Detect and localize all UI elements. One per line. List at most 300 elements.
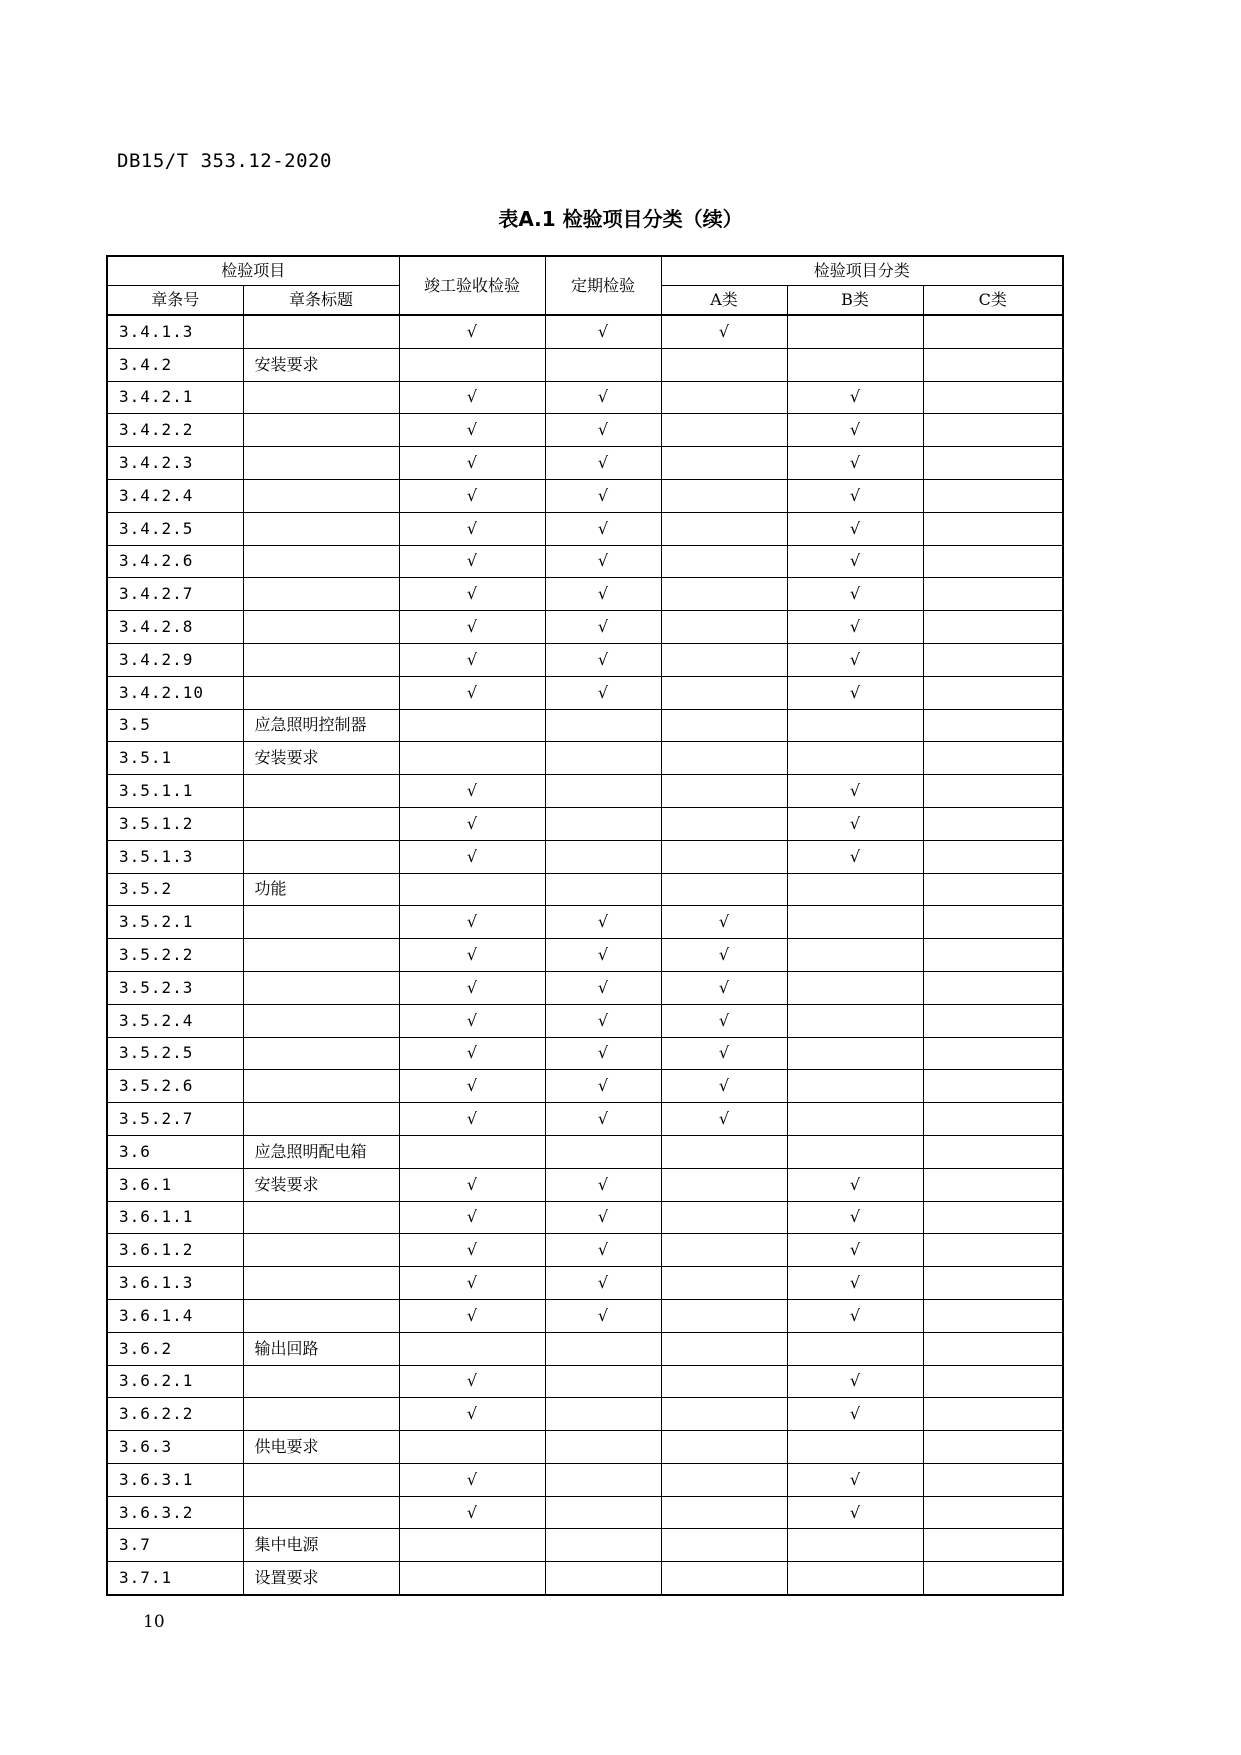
clause-number: 3.6.1.4 <box>107 1299 243 1332</box>
check-mark-icon: √ <box>597 1305 609 1325</box>
clause-title <box>243 578 399 611</box>
clause-title: 安装要求 <box>243 1168 399 1201</box>
class-b-check <box>787 1103 923 1136</box>
class-c-check <box>923 545 1063 578</box>
class-b-check <box>787 315 923 348</box>
clause-number: 3.5.2.7 <box>107 1103 243 1136</box>
table-row <box>107 742 1063 775</box>
table-row <box>107 971 1063 1004</box>
completion-check <box>399 1365 545 1398</box>
check-mark-icon: √ <box>597 518 609 538</box>
check-mark-icon: √ <box>597 420 609 440</box>
clause-number: 3.4.2.2 <box>107 414 243 447</box>
clause-title <box>243 840 399 873</box>
check-mark-icon: √ <box>466 1502 478 1522</box>
check-mark-icon: √ <box>849 682 861 702</box>
class-b-check <box>787 1037 923 1070</box>
table-row <box>107 1168 1063 1201</box>
class-b-check <box>787 1562 923 1595</box>
class-a-check <box>661 1496 787 1529</box>
class-c-check <box>923 1135 1063 1168</box>
class-a-check <box>661 1201 787 1234</box>
class-b-check <box>787 1168 923 1201</box>
periodic-check <box>545 1070 661 1103</box>
class-a-check <box>661 1070 787 1103</box>
class-b-check <box>787 1299 923 1332</box>
periodic-check <box>545 611 661 644</box>
clause-title: 设置要求 <box>243 1562 399 1595</box>
check-mark-icon: √ <box>849 1240 861 1260</box>
check-mark-icon: √ <box>466 617 478 637</box>
class-a-check <box>661 414 787 447</box>
check-mark-icon: √ <box>597 485 609 505</box>
class-a-check <box>661 479 787 512</box>
clause-number: 3.6.2.1 <box>107 1365 243 1398</box>
class-a-check <box>661 873 787 906</box>
check-mark-icon: √ <box>849 420 861 440</box>
check-mark-icon: √ <box>849 387 861 407</box>
check-mark-icon: √ <box>466 977 478 997</box>
class-a-check <box>661 1135 787 1168</box>
class-c-check <box>923 873 1063 906</box>
completion-check <box>399 381 545 414</box>
class-c-check <box>923 643 1063 676</box>
check-mark-icon: √ <box>849 485 861 505</box>
clause-title <box>243 1103 399 1136</box>
completion-check <box>399 1004 545 1037</box>
check-mark-icon: √ <box>466 1469 478 1489</box>
clause-number: 3.4.2.6 <box>107 545 243 578</box>
class-c-check <box>923 939 1063 972</box>
clause-number: 3.5.2.6 <box>107 1070 243 1103</box>
class-c-check <box>923 676 1063 709</box>
clause-number: 3.6.3.2 <box>107 1496 243 1529</box>
clause-title <box>243 1267 399 1300</box>
class-c-check <box>923 1463 1063 1496</box>
class-c-check <box>923 1234 1063 1267</box>
check-mark-icon: √ <box>466 1076 478 1096</box>
clause-number: 3.4.2.3 <box>107 447 243 480</box>
completion-check <box>399 414 545 447</box>
table-row <box>107 512 1063 545</box>
class-a-check <box>661 742 787 775</box>
table-row <box>107 807 1063 840</box>
table-row <box>107 315 1063 348</box>
class-b-check <box>787 1267 923 1300</box>
completion-check <box>399 315 545 348</box>
check-mark-icon: √ <box>466 453 478 473</box>
class-b-check <box>787 1201 923 1234</box>
clause-title: 供电要求 <box>243 1431 399 1464</box>
check-mark-icon: √ <box>466 387 478 407</box>
class-c-check <box>923 1496 1063 1529</box>
check-mark-icon: √ <box>597 387 609 407</box>
completion-check <box>399 1463 545 1496</box>
clause-number: 3.5.2 <box>107 873 243 906</box>
clause-title: 功能 <box>243 873 399 906</box>
periodic-check <box>545 1135 661 1168</box>
class-a-check <box>661 381 787 414</box>
clause-title <box>243 611 399 644</box>
check-mark-icon: √ <box>597 1207 609 1227</box>
clause-number: 3.5.2.2 <box>107 939 243 972</box>
clause-number: 3.7 <box>107 1529 243 1562</box>
class-c-check <box>923 479 1063 512</box>
check-mark-icon: √ <box>849 846 861 866</box>
periodic-check <box>545 840 661 873</box>
table-row <box>107 1398 1063 1431</box>
table-row <box>107 611 1063 644</box>
class-c-check <box>923 1431 1063 1464</box>
clause-title: 安装要求 <box>243 348 399 381</box>
class-b-check <box>787 1365 923 1398</box>
inspection-classification-table <box>106 255 1064 1596</box>
table-row <box>107 1463 1063 1496</box>
periodic-check <box>545 1201 661 1234</box>
clause-number: 3.6.2 <box>107 1332 243 1365</box>
header-class-b: B类 <box>787 286 923 316</box>
check-mark-icon: √ <box>849 1371 861 1391</box>
class-b-check <box>787 1529 923 1562</box>
completion-check <box>399 873 545 906</box>
header-class-a: A类 <box>661 286 787 316</box>
check-mark-icon: √ <box>597 1010 609 1030</box>
class-b-check <box>787 348 923 381</box>
periodic-check <box>545 479 661 512</box>
check-mark-icon: √ <box>466 1240 478 1260</box>
check-mark-icon: √ <box>466 1010 478 1030</box>
clause-number: 3.5.2.3 <box>107 971 243 1004</box>
clause-number: 3.5.1.3 <box>107 840 243 873</box>
completion-check <box>399 971 545 1004</box>
class-b-check <box>787 643 923 676</box>
class-b-check <box>787 611 923 644</box>
clause-title <box>243 1070 399 1103</box>
class-a-check <box>661 447 787 480</box>
class-b-check <box>787 807 923 840</box>
header-row-1 <box>107 256 1063 286</box>
class-a-check <box>661 578 787 611</box>
check-mark-icon: √ <box>849 1469 861 1489</box>
clause-title <box>243 1004 399 1037</box>
class-c-check <box>923 1398 1063 1431</box>
periodic-check <box>545 1398 661 1431</box>
check-mark-icon: √ <box>849 1502 861 1522</box>
clause-title <box>243 479 399 512</box>
class-c-check <box>923 578 1063 611</box>
check-mark-icon: √ <box>597 584 609 604</box>
table-row <box>107 381 1063 414</box>
completion-check <box>399 1562 545 1595</box>
check-mark-icon: √ <box>466 584 478 604</box>
class-a-check <box>661 1332 787 1365</box>
class-b-check <box>787 1234 923 1267</box>
clause-title: 应急照明配电箱 <box>243 1135 399 1168</box>
document-code: DB15/T 353.12-2020 <box>117 150 332 172</box>
header-completion-inspection: 竣工验收检验 <box>399 256 545 315</box>
clause-number: 3.6.1.1 <box>107 1201 243 1234</box>
clause-number: 3.4.2 <box>107 348 243 381</box>
table-row <box>107 939 1063 972</box>
completion-check <box>399 611 545 644</box>
table-row <box>107 1562 1063 1595</box>
check-mark-icon: √ <box>849 781 861 801</box>
clause-title <box>243 315 399 348</box>
check-mark-icon: √ <box>849 649 861 669</box>
completion-check <box>399 1299 545 1332</box>
class-a-check <box>661 971 787 1004</box>
table-row <box>107 1135 1063 1168</box>
clause-title <box>243 414 399 447</box>
clause-number: 3.5.1 <box>107 742 243 775</box>
class-a-check <box>661 1562 787 1595</box>
class-b-check <box>787 873 923 906</box>
clause-title <box>243 1201 399 1234</box>
class-a-check <box>661 611 787 644</box>
completion-check <box>399 1398 545 1431</box>
completion-check <box>399 348 545 381</box>
class-c-check <box>923 840 1063 873</box>
check-mark-icon: √ <box>597 321 609 341</box>
clause-number: 3.4.2.8 <box>107 611 243 644</box>
completion-check <box>399 643 545 676</box>
periodic-check <box>545 1103 661 1136</box>
clause-title <box>243 775 399 808</box>
class-b-check <box>787 578 923 611</box>
completion-check <box>399 1332 545 1365</box>
completion-check <box>399 807 545 840</box>
clause-title <box>243 1234 399 1267</box>
class-c-check <box>923 906 1063 939</box>
class-c-check <box>923 1365 1063 1398</box>
check-mark-icon: √ <box>597 1076 609 1096</box>
table-row <box>107 1070 1063 1103</box>
periodic-check <box>545 873 661 906</box>
table-body <box>107 315 1063 1595</box>
clause-title: 安装要求 <box>243 742 399 775</box>
table-row <box>107 1037 1063 1070</box>
class-b-check <box>787 971 923 1004</box>
completion-check <box>399 676 545 709</box>
check-mark-icon: √ <box>849 1305 861 1325</box>
clause-number: 3.4.2.9 <box>107 643 243 676</box>
periodic-check <box>545 643 661 676</box>
clause-number: 3.6.3 <box>107 1431 243 1464</box>
class-c-check <box>923 1201 1063 1234</box>
check-mark-icon: √ <box>849 617 861 637</box>
clause-title <box>243 1398 399 1431</box>
clause-number: 3.4.2.7 <box>107 578 243 611</box>
periodic-check <box>545 1365 661 1398</box>
clause-number: 3.4.2.4 <box>107 479 243 512</box>
table-row <box>107 414 1063 447</box>
check-mark-icon: √ <box>718 1076 730 1096</box>
check-mark-icon: √ <box>597 1273 609 1292</box>
class-a-check <box>661 545 787 578</box>
check-mark-icon: √ <box>466 912 478 932</box>
completion-check <box>399 1267 545 1300</box>
clause-number: 3.5.2.4 <box>107 1004 243 1037</box>
check-mark-icon: √ <box>718 1043 730 1063</box>
check-mark-icon: √ <box>466 485 478 505</box>
check-mark-icon: √ <box>466 945 478 965</box>
completion-check <box>399 578 545 611</box>
completion-check <box>399 1070 545 1103</box>
check-mark-icon: √ <box>849 1273 861 1292</box>
class-c-check <box>923 1004 1063 1037</box>
table-row <box>107 1365 1063 1398</box>
check-mark-icon: √ <box>466 1109 478 1129</box>
table-row <box>107 643 1063 676</box>
periodic-check <box>545 512 661 545</box>
class-b-check <box>787 709 923 742</box>
table-row <box>107 676 1063 709</box>
check-mark-icon: √ <box>466 1371 478 1391</box>
class-a-check <box>661 1365 787 1398</box>
completion-check <box>399 1496 545 1529</box>
completion-check <box>399 447 545 480</box>
class-a-check <box>661 1529 787 1562</box>
table-row <box>107 1004 1063 1037</box>
class-a-check <box>661 807 787 840</box>
class-a-check <box>661 709 787 742</box>
class-a-check <box>661 1267 787 1300</box>
class-c-check <box>923 742 1063 775</box>
check-mark-icon: √ <box>597 1109 609 1129</box>
check-mark-icon: √ <box>597 945 609 965</box>
completion-check <box>399 479 545 512</box>
clause-number: 3.5 <box>107 709 243 742</box>
periodic-check <box>545 1004 661 1037</box>
periodic-check <box>545 545 661 578</box>
clause-number: 3.6.1.2 <box>107 1234 243 1267</box>
periodic-check <box>545 1431 661 1464</box>
class-c-check <box>923 775 1063 808</box>
header-classification: 检验项目分类 <box>661 256 1063 286</box>
class-c-check <box>923 1070 1063 1103</box>
clause-number: 3.4.2.1 <box>107 381 243 414</box>
clause-title <box>243 676 399 709</box>
header-clause-no: 章条号 <box>107 286 243 316</box>
class-c-check <box>923 709 1063 742</box>
check-mark-icon: √ <box>849 813 861 833</box>
check-mark-icon: √ <box>849 518 861 538</box>
class-a-check <box>661 1463 787 1496</box>
completion-check <box>399 906 545 939</box>
table-row <box>107 1431 1063 1464</box>
table-row <box>107 873 1063 906</box>
clause-number: 3.5.2.5 <box>107 1037 243 1070</box>
periodic-check <box>545 939 661 972</box>
class-b-check <box>787 414 923 447</box>
header-periodic-inspection: 定期检验 <box>545 256 661 315</box>
completion-check <box>399 1201 545 1234</box>
clause-number: 3.6.1.3 <box>107 1267 243 1300</box>
check-mark-icon: √ <box>466 1404 478 1424</box>
check-mark-icon: √ <box>597 1240 609 1260</box>
class-a-check <box>661 1103 787 1136</box>
class-a-check <box>661 1168 787 1201</box>
class-a-check <box>661 315 787 348</box>
clause-title <box>243 447 399 480</box>
completion-check <box>399 742 545 775</box>
class-a-check <box>661 643 787 676</box>
class-c-check <box>923 414 1063 447</box>
table-row <box>107 545 1063 578</box>
class-b-check <box>787 1004 923 1037</box>
periodic-check <box>545 1562 661 1595</box>
class-c-check <box>923 971 1063 1004</box>
clause-title <box>243 939 399 972</box>
class-a-check <box>661 775 787 808</box>
completion-check <box>399 1431 545 1464</box>
check-mark-icon: √ <box>466 1043 478 1063</box>
completion-check <box>399 512 545 545</box>
class-b-check <box>787 742 923 775</box>
clause-title <box>243 1365 399 1398</box>
completion-check <box>399 1037 545 1070</box>
check-mark-icon: √ <box>597 617 609 637</box>
periodic-check <box>545 1267 661 1300</box>
periodic-check <box>545 348 661 381</box>
periodic-check <box>545 381 661 414</box>
check-mark-icon: √ <box>718 945 730 965</box>
class-b-check <box>787 1070 923 1103</box>
periodic-check <box>545 676 661 709</box>
check-mark-icon: √ <box>597 977 609 997</box>
table-row <box>107 1332 1063 1365</box>
class-a-check <box>661 1037 787 1070</box>
class-c-check <box>923 381 1063 414</box>
class-a-check <box>661 1398 787 1431</box>
periodic-check <box>545 1496 661 1529</box>
check-mark-icon: √ <box>466 420 478 440</box>
table-row <box>107 447 1063 480</box>
check-mark-icon: √ <box>718 977 730 997</box>
class-b-check <box>787 840 923 873</box>
class-b-check <box>787 775 923 808</box>
page-number: 10 <box>143 1612 165 1632</box>
class-c-check <box>923 807 1063 840</box>
clause-number: 3.6.3.1 <box>107 1463 243 1496</box>
table-row <box>107 1103 1063 1136</box>
clause-title <box>243 545 399 578</box>
class-b-check <box>787 1398 923 1431</box>
check-mark-icon: √ <box>849 584 861 604</box>
clause-title <box>243 1496 399 1529</box>
check-mark-icon: √ <box>597 682 609 702</box>
table-row <box>107 1267 1063 1300</box>
class-b-check <box>787 1135 923 1168</box>
check-mark-icon: √ <box>849 1174 861 1194</box>
clause-title: 应急照明控制器 <box>243 709 399 742</box>
check-mark-icon: √ <box>597 649 609 669</box>
periodic-check <box>545 414 661 447</box>
check-mark-icon: √ <box>466 649 478 669</box>
periodic-check <box>545 447 661 480</box>
class-c-check <box>923 512 1063 545</box>
clause-title <box>243 1299 399 1332</box>
class-b-check <box>787 1496 923 1529</box>
clause-title <box>243 971 399 1004</box>
class-a-check <box>661 1234 787 1267</box>
table-row <box>107 1299 1063 1332</box>
class-c-check <box>923 348 1063 381</box>
completion-check <box>399 775 545 808</box>
check-mark-icon: √ <box>849 1404 861 1424</box>
table-row <box>107 348 1063 381</box>
completion-check <box>399 1529 545 1562</box>
